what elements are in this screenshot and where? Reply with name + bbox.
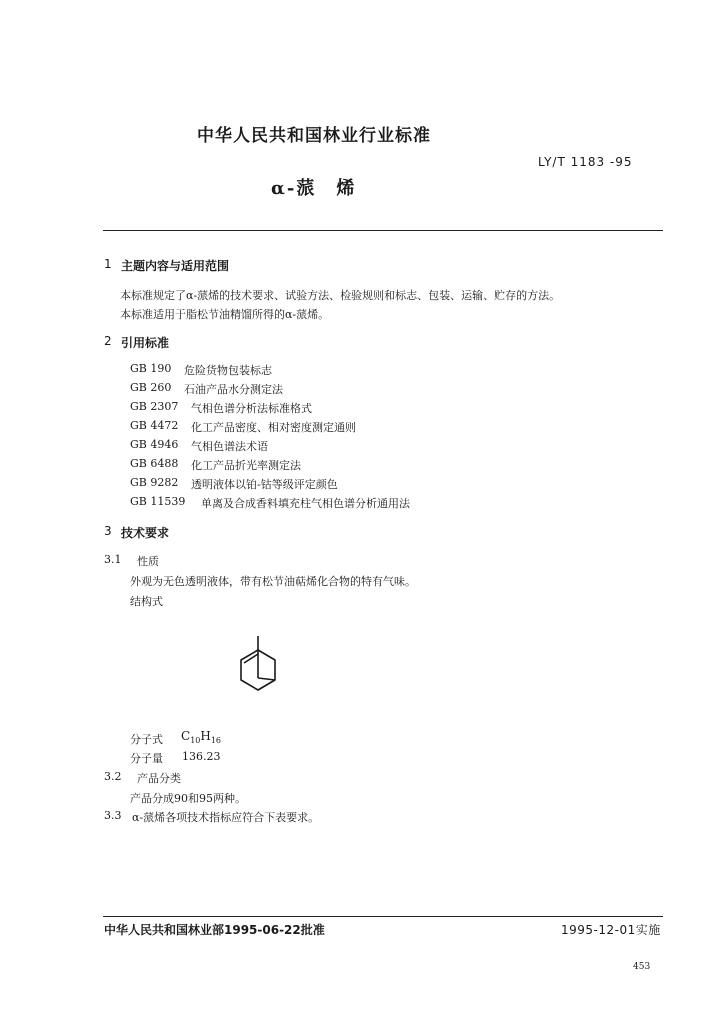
document-title: α-蒎 烯 [271,178,357,199]
section-1-number: 1 [104,257,112,271]
molecular-formula [181,729,221,745]
section-3-number: 3 [104,524,112,538]
section-2-number: 2 [104,334,112,348]
subsection-3-1-number: 3.1 [104,553,122,566]
reference-code: GB 6488 [130,457,179,470]
subsection-3-1-heading: 性质 [137,555,159,568]
formula-hydrogen-count: 16 [210,736,222,745]
approval-line: 中华人民共和国林业部1995-06-22批准 [104,923,325,937]
effective-date: 1995-12-01实施 [561,923,661,937]
formula-carbon-count: 10 [190,736,201,745]
subsection-3-2-paragraph: 产品分成90和95两种。 [130,792,246,805]
reference-code: GB 9282 [130,476,179,489]
molecular-weight-value: 136.23 [182,750,221,763]
section-1-heading: 主题内容与适用范围 [121,259,230,273]
reference-title: 单离及合成香料填充柱气相色谱分析通用法 [201,497,410,510]
org-title: 中华人民共和国林业行业标准 [197,126,431,146]
reference-code: GB 11539 [130,495,186,508]
subsection-3-2-heading: 产品分类 [137,772,181,785]
subsection-3-3-text: α-蒎烯各项技术指标应符合下表要求。 [132,811,320,824]
subsection-3-2-number: 3.2 [104,770,122,783]
reference-code: GB 4946 [130,438,179,451]
section-1-paragraph-1: 本标准规定了α-蒎烯的技术要求、试验方法、检验规则和标志、包装、运输、贮存的方法。 [120,289,561,302]
subsection-3-1-paragraph: 外观为无色透明液体，带有松节油萜烯化合物的特有气味。 [130,575,416,588]
reference-title: 气相色谱法术语 [191,440,268,453]
standard-code: LY/T 1183 -95 [538,155,633,169]
reference-code: GB 260 [130,381,172,394]
section-3-heading: 技术要求 [121,526,170,540]
subsection-3-3-number: 3.3 [104,809,122,822]
reference-title: 化工产品折光率测定法 [191,459,301,472]
reference-code: GB 190 [130,362,172,375]
reference-code: GB 4472 [130,419,179,432]
reference-title: 气相色谱分析法标准格式 [191,402,312,415]
formula-hydrogen: H [200,729,211,743]
molecular-weight-label: 分子量 [130,752,163,765]
reference-title: 透明液体以铂-钴等级评定颜色 [191,478,338,491]
header-rule [103,230,663,231]
molecular-formula-label: 分子式 [130,733,163,746]
page-number: 453 [633,962,651,972]
structure-label: 结构式 [130,595,163,608]
structural-formula-diagram [230,630,290,700]
formula-carbon: C [181,729,191,743]
reference-code: GB 2307 [130,400,179,413]
reference-title: 石油产品水分测定法 [184,383,283,396]
reference-title: 危险货物包装标志 [184,364,272,377]
reference-title: 化工产品密度、相对密度测定通则 [191,421,356,434]
footer-rule [103,916,663,917]
section-2-heading: 引用标准 [121,336,170,350]
section-1-paragraph-2: 本标准适用于脂松节油精馏所得的α-蒎烯。 [120,308,330,321]
